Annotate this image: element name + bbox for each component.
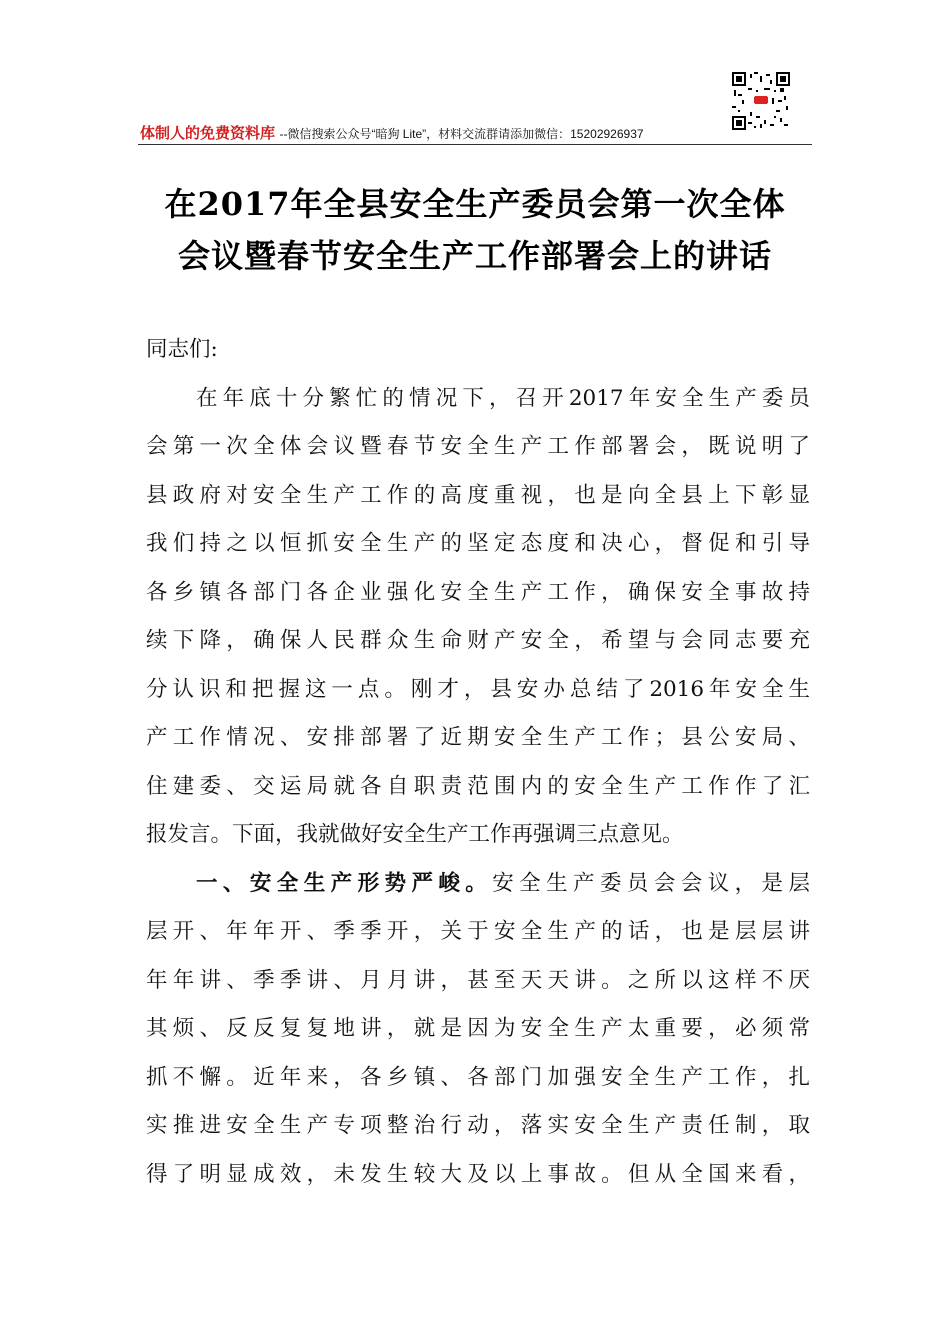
section-heading-1: 一、安全生产形势严峻。 <box>196 870 493 896</box>
title-line-1: 在2017年全县安全生产委员会第一次全体 <box>164 185 786 223</box>
paragraph-1-line: 会第一次全体会议暨春节安全生产工作部署会，既说明了 <box>146 434 810 459</box>
paragraph-2-line: 层开、年年开、季季开，关于安全生产的话，也是层层讲 <box>146 919 810 944</box>
paragraph-1-line: 我们持之以恒抓安全生产的坚定态度和决心，督促和引导 <box>146 531 810 556</box>
paragraph-1-line: 各乡镇各部门各企业强化安全生产工作，确保安全事故持 <box>146 579 810 605</box>
paragraph-1-line: 续下降，确保人民群众生命财产安全，希望与会同志要充 <box>146 628 810 653</box>
paragraph-2-first-line <box>146 860 810 909</box>
paragraph-2-line: 抓不懈。近年来，各乡镇、各部门加强安全生产工作，扎 <box>146 1064 810 1090</box>
paragraph-1-line: 住建委、交运局就各自职责范围内的安全生产工作作了汇 <box>146 773 810 799</box>
paragraph-1-line: 县政府对安全生产工作的高度重视，也是向全县上下彰显 <box>146 482 810 508</box>
header-brand: 体制人的免费资料库 <box>140 125 276 142</box>
paragraph-1-line: 产工作情况、安排部署了近期安全生产工作；县公安局、 <box>146 725 810 750</box>
paragraph-1-line: 报发言。下面，我就做好安全生产工作再强调三点意见。 <box>146 822 684 847</box>
paragraph-2-line: 实推进安全生产专项整治行动，落实安全生产责任制，取 <box>146 1113 810 1138</box>
header-tagline: --微信搜索公众号“暗狗 Lite”，材料交流群请添加微信：15202926937 <box>279 127 644 141</box>
paragraph-1-line: 分认识和把握这一点。刚才，县安办总结了2016年安全生 <box>146 676 810 702</box>
paragraph-2-text: 安全生产委员会会议，是层 <box>492 870 810 896</box>
document-title <box>138 178 812 282</box>
title-line-2: 会议暨春节安全生产工作部署会上的讲话 <box>177 237 772 275</box>
paragraph-2-line: 得了明显成效，未发生较大及以上事故。但从全国来看， <box>146 1161 810 1187</box>
document-body <box>146 326 810 1199</box>
header-divider <box>138 144 812 145</box>
paragraph-2-line: 年年讲、季季讲、月月讲，甚至天天讲。之所以这样不厌 <box>146 967 810 993</box>
paragraph-2-line: 其烦、反反复复地讲，就是因为安全生产太重要，必须常 <box>146 1016 810 1041</box>
salutation: 同志们: <box>146 337 218 362</box>
header-banner <box>140 122 812 146</box>
paragraph-1-line: 在年底十分繁忙的情况下，召开2017年安全生产委员 <box>196 385 810 411</box>
